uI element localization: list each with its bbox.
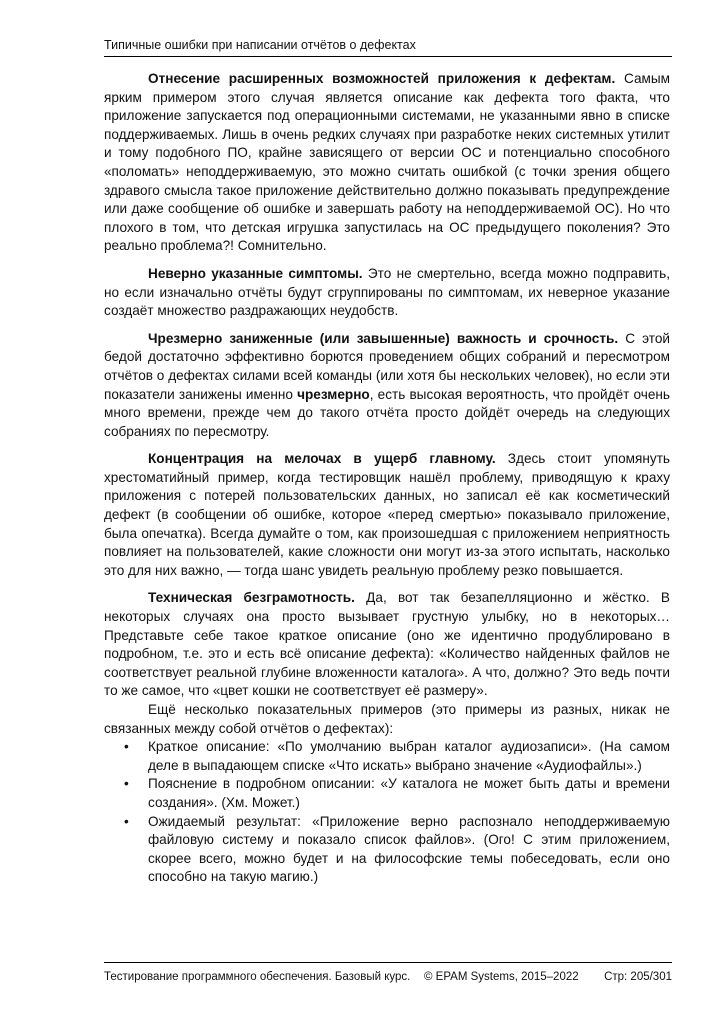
paragraph-text: Да, вот так безапелляционно и жёстко. В некоторых случаях она просто вызывает грустную улыбку, но в некоторых… Представьте себе такое краткое описание (оно же идентично продублировано в подробном, т.е. это и есть всё описание дефекта): «Количество найденных файлов не соответствует реальной глубине вложенности каталога». А что, должно? Это ведь почти то же самое, что «цвет кошки не соответствует её размеру». xyxy=(104,590,670,699)
paragraph-text: С этой бедой достаточно эффективно борются проведением общих собраний и пересмотром отчётов о дефектах силами всей команды (или хотя бы нескольких человек), но если эти показатели занижены именно xyxy=(104,330,670,402)
bullet-icon: • xyxy=(124,813,129,829)
running-header xyxy=(104,36,672,57)
paragraph-tech-illiteracy xyxy=(104,589,670,701)
list-item-text: Пояснение в подробном описании: «У каталога не может быть даты и времени создания». (Хм. Может.) xyxy=(148,776,670,810)
page-footer xyxy=(104,962,672,989)
list-item xyxy=(104,738,670,775)
paragraph-lead: Концентрация на мелочах в ущерб главному. xyxy=(148,451,496,467)
paragraph-trifles xyxy=(104,450,670,580)
paragraph-examples-intro xyxy=(104,701,670,738)
list-item-text: Краткое описание: «По умолчанию выбран каталог аудиозаписи». (На самом деле в выпадающем списке «Что искать» выбрано значение «Аудиофайлы».) xyxy=(148,739,670,773)
paragraph-text: Ещё несколько показательных примеров (это примеры из разных, никак не связанных между собой отчётов о дефектах): xyxy=(104,702,670,736)
list-item xyxy=(104,775,670,812)
examples-list xyxy=(104,738,670,887)
paragraph-lead: Чрезмерно заниженные (или завышенные) важность и срочность. xyxy=(148,330,619,346)
bullet-icon: • xyxy=(124,776,129,792)
footer-page-number: Стр: 205/301 xyxy=(604,971,672,983)
footer-copyright: © EPAM Systems, 2015–2022 xyxy=(424,971,579,983)
paragraph-lead: Техническая безграмотность. xyxy=(148,590,355,606)
paragraph-text: Это не смертельно, всегда можно подправить, но если изначально отчёты будут сгруппированы по симптомам, их неверное указание создаёт множество раздражающих неудобств. xyxy=(104,265,670,319)
page-body xyxy=(104,70,670,887)
paragraph-text: Самым ярким примером этого случая является описание как дефекта того факта, что приложение запускается под операционными системами, не указанными явно в списке поддерживаемых. Лишь в очень редких случаях при разработке неких системных утилит и тому подобного ПО, крайне зависящего от версии ОС и потенциально способного «поломать» неподдерживаемую, это можно считать ошибкой (с точки зрения общего здравого смысла такое приложение действительно должно показывать предупреждение или даже сообщение об ошибке и завершать работу на неподдерживаемой ОС). Но что плохого в том, что детская игрушка запустилась на ОС предыдущего поколения? Это реально проблема?! Сомнительно. xyxy=(104,71,670,254)
list-item-text: Ожидаемый результат: «Приложение верно распознало неподдерживаемую файловую систему и показало список файлов». (Ого! С этим приложением, скорее всего, можно будет и на философские темы побеседовать, если оно способно на такую магию.) xyxy=(148,813,670,885)
paragraph-severity-priority xyxy=(104,330,670,442)
bullet-icon: • xyxy=(124,739,129,755)
paragraph-emphasis: чрезмерно xyxy=(297,386,370,402)
list-item xyxy=(104,813,670,887)
header-title: Типичные ошибки при написании отчётов о дефектах xyxy=(104,38,416,52)
footer-book-title: Тестирование программного обеспечения. Базовый курс. xyxy=(104,971,411,983)
paragraph-lead: Отнесение расширенных возможностей приложения к дефектам. xyxy=(148,71,616,86)
paragraph-text: Здесь стоит упомянуть хрестоматийный пример, когда тестировщик нашёл проблему, приводящую к краху приложения с потерей пользовательских данных, но записал её как косметический дефект (в сообщении об ошибке, которое «перед смертью» показывало приложение, была опечатка). Всегда думайте о том, как произошедшая с приложением неприятность повлияет на пользователей, какие сложности они могут из-за этого испытать, насколько это для них важно, — тогда шанс увидеть реальную проблему резко повышается. xyxy=(104,451,671,578)
paragraph-wrong-symptoms xyxy=(104,265,670,321)
paragraph-lead: Неверно указанные симптомы. xyxy=(148,265,363,281)
paragraph-text: , есть высокая вероятность, что пройдёт очень много времени, прежде чем до такого отчёта просто дойдёт очередь на следующих собраниях по пересмотру. xyxy=(104,386,670,439)
paragraph-extended-features xyxy=(104,70,670,256)
